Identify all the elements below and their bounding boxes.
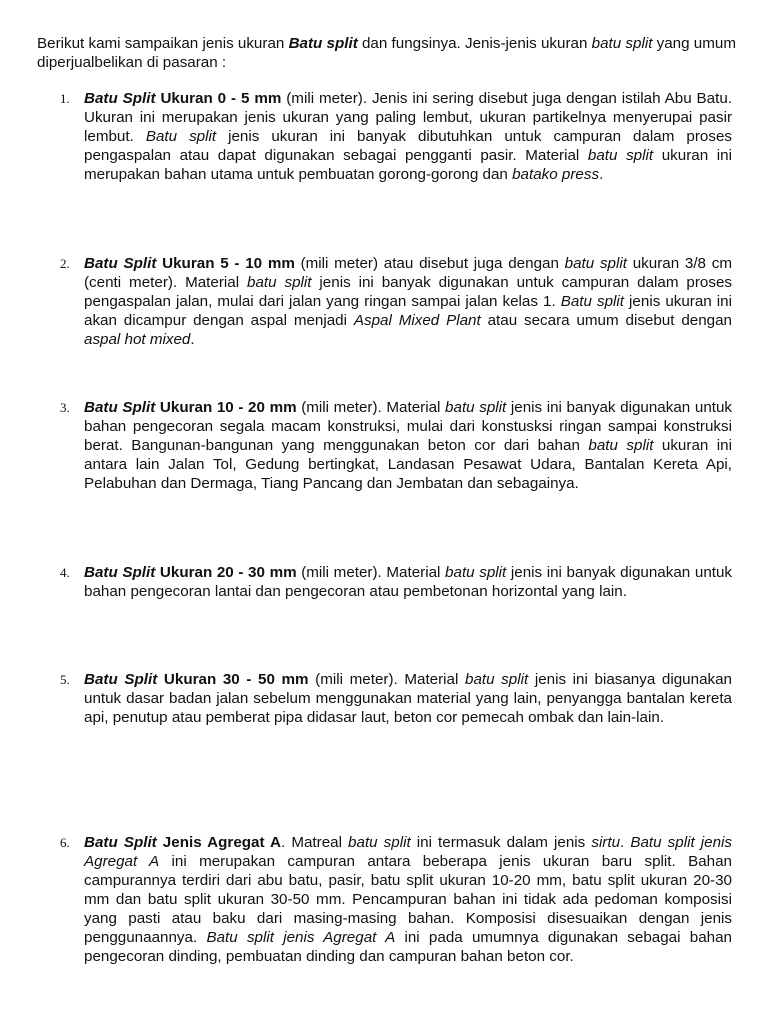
item-head-bold: Ukuran 0 - 5 mm <box>155 90 282 107</box>
intro-text: Berikut kami sampaikan jenis ukuran <box>37 35 289 52</box>
item-term: sirtu <box>591 834 621 851</box>
item-text-run: jenis ukuran ini banyak dibutuhkan untuk campuran dalam proses pengaspalan atau dapat digunakan sebagai pengganti pasir. Material <box>84 128 732 164</box>
item-number: 6. <box>60 835 70 850</box>
item-head-italic: Batu Split <box>84 834 157 851</box>
item-head-italic: Batu Split <box>84 564 156 581</box>
item-term: Batu split <box>145 128 217 145</box>
item-number: 2. <box>60 256 70 271</box>
list-item-5 <box>60 670 732 727</box>
item-term: batu split <box>564 255 627 272</box>
intro-term: Batu split <box>288 35 358 52</box>
item-text <box>84 398 732 493</box>
item-text-run: ini termasuk dalam jenis <box>410 834 592 851</box>
item-text-run: ini pada umumnya digunakan sebagai bahan pengecoran dinding, pembuatan dinding dan campuran bahan beton cor. <box>84 929 732 965</box>
item-text-run: ukuran ini antara lain Jalan Tol, Gedung bertingkat, Landasan Pesawat Udara, Bantalan Kereta Api, Pelabuhan dan Dermaga, Tiang Pancang dan Jembatan dan sebagainya. <box>84 437 732 492</box>
item-text-run: (mili meter). Material <box>296 564 446 581</box>
intro-text: yang umum diperjualbelikan di pasaran : <box>37 35 736 71</box>
item-text-run: (mili meter). Jenis ini sering disebut juga dengan istilah Abu Batu. Ukuran ini merupakan jenis ukuran yang paling lembut, ukuran partikelnya menyerupai pasir lembut. <box>84 90 733 145</box>
item-term: batu split <box>588 437 654 454</box>
item-head-bold: Ukuran 30 - 50 mm <box>157 671 309 688</box>
item-text-run: (mili meter). Material <box>296 399 446 416</box>
list-item-2 <box>60 254 732 349</box>
item-term: batu split <box>587 147 654 164</box>
item-number: 1. <box>60 91 70 106</box>
item-text-run: (mili meter) atau disebut juga dengan <box>294 255 565 272</box>
item-head-italic: Batu Split <box>84 255 157 272</box>
item-text-run: jenis ini banyak digunakan untuk campuran dalam proses pengaspalan jalan, mulai dari jalan yang ringan sampai jalan kelas 1. <box>84 274 732 310</box>
item-text <box>84 670 732 727</box>
item-term: aspal hot mixed <box>84 331 191 348</box>
item-term: batu split <box>247 274 312 291</box>
item-text-run: (mili meter). Material <box>308 671 465 688</box>
item-text-run: atau secara umum disebut dengan <box>480 312 733 329</box>
list-item-1 <box>60 89 732 184</box>
list-item-3 <box>60 398 732 493</box>
item-head-bold: Ukuran 10 - 20 mm <box>155 399 297 416</box>
item-term: Batu split jenis Agregat A <box>84 834 732 870</box>
intro-paragraph <box>37 34 737 72</box>
item-text-run: jenis ini biasanya digunakan untuk dasar badan jalan sebelum menggunakan material yang lain, penyangga bantalan kereta api, penutup atau pemberat pipa didasar laut, beton cor pemecah ombak dan lain-lain. <box>84 671 733 726</box>
item-number: 5. <box>60 672 70 687</box>
item-text-run: . <box>599 166 604 183</box>
item-head-bold: Ukuran 5 - 10 mm <box>156 255 295 272</box>
item-text-run: . <box>190 331 195 348</box>
item-term: Batu split jenis Agregat A <box>206 929 396 946</box>
item-text <box>84 563 732 601</box>
item-text <box>84 833 732 966</box>
item-text-run: ini merupakan campuran antara beberapa jenis ukuran baru split. Bahan campurannya terdiri dari abu batu, pasir, batu split ukuran 10-20 mm, batu split ukuran 20-30 mm dan batu split ukuran 30-50 mm. Pencampuran bahan ini tidak ada pedoman komposisi yang pasti atau baku dari masing-masing bahan. Komposisi disesuaikan dengan jenis penggunaannya. <box>84 853 733 946</box>
list-item-6 <box>60 833 732 966</box>
item-head-bold: Ukuran 20 - 30 mm <box>155 564 297 581</box>
item-head-italic: Batu Split <box>84 399 156 416</box>
item-number: 4. <box>60 565 70 580</box>
item-text-run: ukuran ini merupakan bahan utama untuk pembuatan gorong-gorong dan <box>84 147 732 183</box>
item-head-bold: Jenis Agregat A <box>156 834 282 851</box>
intro-term: batu split <box>591 35 653 52</box>
item-text-run: . Matreal <box>281 834 349 851</box>
item-term: batu split <box>445 564 507 581</box>
item-term: Aspal Mixed Plant <box>353 312 481 329</box>
item-term: batu split <box>445 399 507 416</box>
item-text <box>84 254 732 349</box>
item-head-italic: Batu Split <box>84 90 156 107</box>
intro-text: dan fungsinya. Jenis-jenis ukuran <box>357 35 592 52</box>
item-text-run: jenis ini banyak digunakan untuk bahan pengecoran lantai dan pengecoran atau pembetonan horizontal yang lain. <box>84 564 733 600</box>
item-head-italic: Batu Split <box>84 671 158 688</box>
list-item-4 <box>60 563 732 601</box>
item-text <box>84 89 732 184</box>
item-number: 3. <box>60 400 70 415</box>
item-term: batu split <box>348 834 411 851</box>
item-text-run: ukuran 3/8 cm (centi meter). Material <box>84 255 732 291</box>
item-term: Batu split <box>560 293 625 310</box>
item-term: batako press <box>512 166 600 183</box>
item-text-run: jenis ini banyak digunakan untuk bahan pengecoran segala macam konstruksi, mulai dari konstusksi ringan sampai konstruksi berat. Bangunan-bangunan yang menggunakan beton cor dari bahan <box>84 399 733 454</box>
item-term: batu split <box>465 671 529 688</box>
item-text-run: jenis ukuran ini akan dicampur dengan aspal menjadi <box>84 293 732 329</box>
item-text-run: . <box>620 834 631 851</box>
